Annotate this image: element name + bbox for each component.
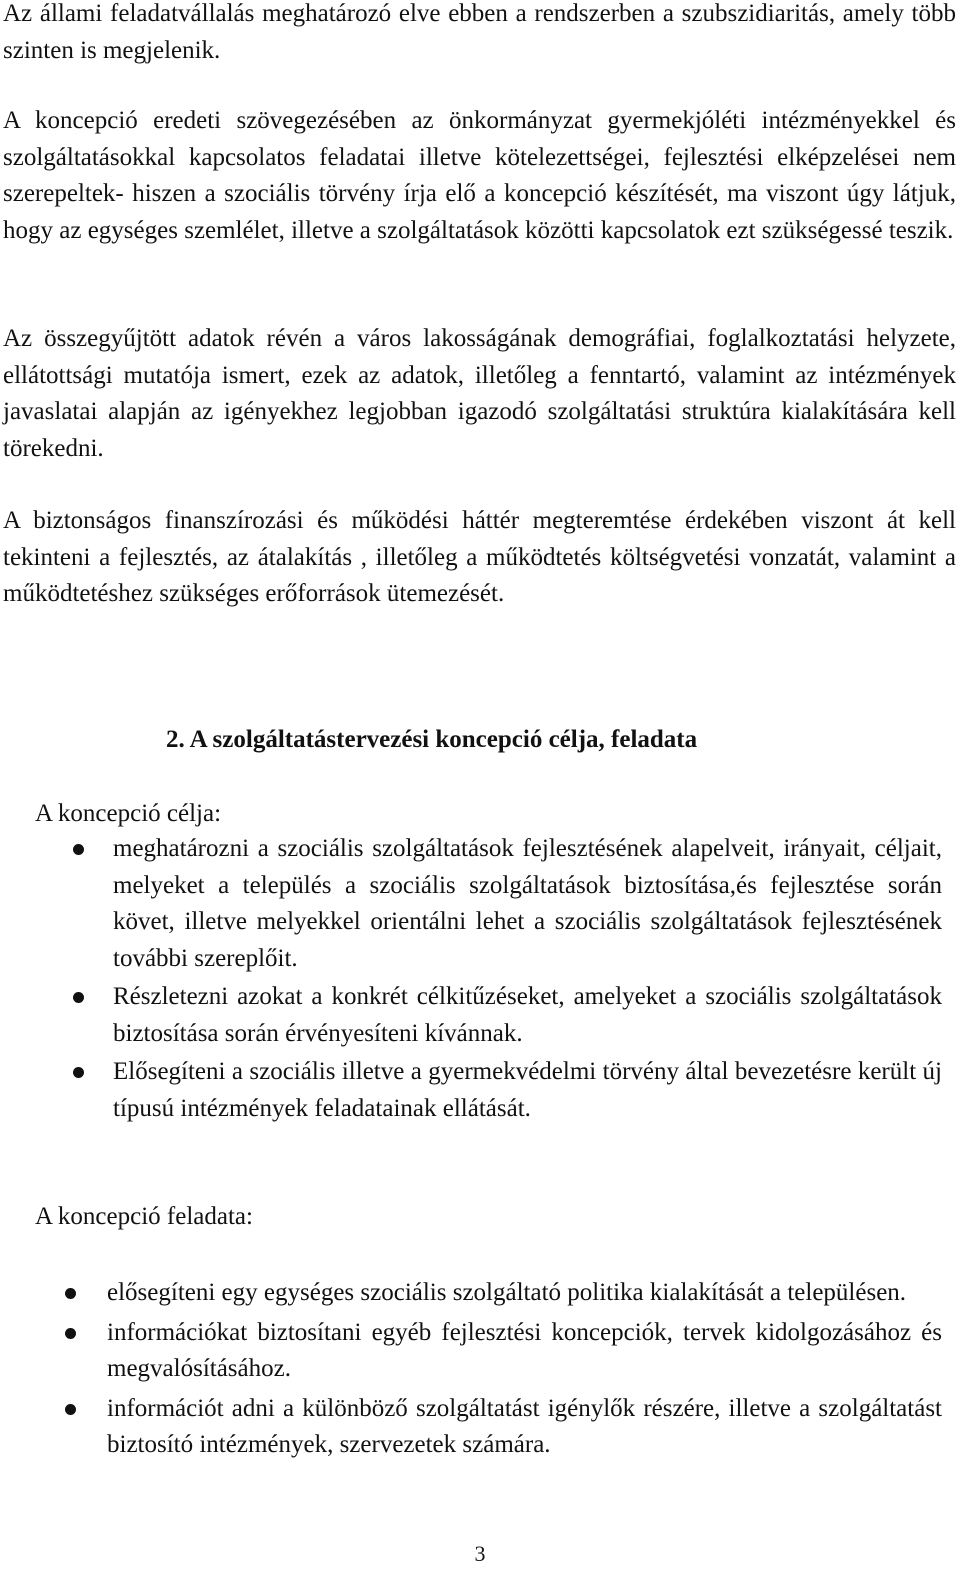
bullet-icon <box>65 1288 76 1299</box>
task-label: A koncepció feladata: <box>35 1203 253 1230</box>
list-item-text: meghatározni a szociális szolgáltatások fejlesztésének alapelveit, irányait, céljait, melyeket a település a szociális szolgáltatások biztosítása,és fejlesztése során követ, illetve melyekkel orientálni lehet a szociális szolgáltatások fejlesztésének további szereplőit. <box>113 835 942 972</box>
list-item <box>0 979 942 1052</box>
list-item-text: elősegíteni egy egységes szociális szolgáltató politika kialakítását a településen. <box>107 1279 907 1306</box>
bullet-icon <box>73 844 84 855</box>
list-item-text: Elősegíteni a szociális illetve a gyermekvédelmi törvény által bevezetésre került új típusú intézmények feladatainak ellátását. <box>113 1058 942 1122</box>
list-item <box>0 1275 942 1312</box>
paragraph-subsidiarity: Az állami feladatvállalás meghatározó elve ebben a rendszerben a szubszidiaritás, amely több szinten is megjelenik. <box>3 0 956 64</box>
goal-list <box>0 831 960 1127</box>
list-item <box>0 1391 942 1464</box>
goal-label: A koncepció célja: <box>35 800 222 827</box>
page-number: 3 <box>474 1541 486 1566</box>
paragraph-collected-data: Az összegyűjtött adatok révén a város lakosságának demográfiai, foglalkoztatási helyzete, ellátottsági mutatója ismert, ezek az adatok, illetőleg a fenntartó, valamint az intézmények javaslatai alapján az igényekhez legjobban igazodó szolgáltatási struktúra kialakítására kell törekedni. <box>3 325 956 462</box>
bullet-icon <box>65 1404 76 1415</box>
list-item <box>0 1315 942 1388</box>
paragraph-original-wording: A koncepció eredeti szövegezésében az önkormányzat gyermekjóléti intézményekkel és szolgáltatásokkal kapcsolatos feladatai illetve kötelezettségei, fejlesztési elképzelései nem szerepeltek- hiszen a szociális törvény írja elő a koncepció készítését, ma viszont úgy látjuk, hogy az egységes szemlélet, illetve a szolgáltatások közötti kapcsolatok ezt szükségessé teszik. <box>3 107 956 244</box>
paragraph-financing: A biztonságos finanszírozási és működési háttér megteremtése érdekében viszont át kell tekinteni a fejlesztés, az átalakítás , illetőleg a működtetés költségvetési vonzatát, valamint a működtetéshez szükséges erőforrások ütemezését. <box>3 507 956 607</box>
list-item-text: információkat biztosítani egyéb fejlesztési koncepciók, tervek kidolgozásához és megvalósításához. <box>107 1318 942 1382</box>
document-page: Az állami feladatvállalás meghatározó elve ebben a rendszerben a szubszidiaritás, amely több szinten is megjelenik. A koncepció eredeti szövegezésében az önkormányzat gyermekjóléti intézményekkel és szolgáltatásokkal kapcsolatos feladatai illetve kötelezettségei, fejlesztési elképzelései nem szerepeltek- hiszen a szociális törvény írja elő a koncepció készítését, ma viszont úgy látjuk, hogy az egységes szemlélet, illetve a szolgáltatások közötti kapcsolatok ezt szükségessé teszik. Az összegyűjtött adatok révén a város lakosságának demográfiai, foglalkoztatási helyzete, ellátottsági mutatója ismert, ezek az adatok, illetőleg a fenntartó, valamint az intézmények javaslatai alapján az igényekhez legjobban igazodó szolgáltatási struktúra kialakítására kell törekedni. A biztonságos finanszírozási és működési háttér megteremtése érdekében viszont át kell tekinteni a fejlesztés, az átalakítás , illetőleg a működtetés költségvetési vonzatát, valamint a működtetéshez szükséges erőforrások ütemezését. 2. A szolgáltatástervezési koncepció célja, feladata A koncepció célja: meghatározni a szociális szolgáltatások fejlesztésének alapelveit, irányait, céljait, melyeket a település a szociális szolgáltatások biztosítása,és fejlesztése során követ, illetve melyekkel orientálni lehet a szociális szolgáltatások fejlesztésének további szereplőit. Részletezni azokat a konkrét célkitűzéseket, amelyeket a szociális szolgáltatások biztosítása során érvényesíteni kívánnak. Elősegíteni a szociális illetve a gyermekvédelmi törvény által bevezetésre került új típusú intézmények feladatainak ellátását. A koncepció feladata: elősegíteni egy egységes szociális szolgáltató politika kialakítását a településen. információkat biztosítani egyéb fejlesztési koncepciók, tervek kidolgozásához és megvalósításához. információt adni a különböző szolgáltatást igénylők részére, illetve a szolgáltatást biztosító intézmények, szervezetek számára. 3 <box>0 0 960 1570</box>
task-list <box>0 1275 960 1467</box>
list-item <box>0 831 942 977</box>
bullet-icon <box>65 1328 76 1339</box>
list-item <box>0 1054 942 1127</box>
list-item-text: információt adni a különböző szolgáltatást igénylők részére, illetve a szolgáltatást biztosító intézmények, szervezetek számára. <box>107 1394 942 1458</box>
list-item-text: Részletezni azokat a konkrét célkitűzéseket, amelyeket a szociális szolgáltatások biztosítása során érvényesíteni kívánnak. <box>113 983 942 1047</box>
bullet-icon <box>73 992 84 1003</box>
bullet-icon <box>73 1067 84 1078</box>
